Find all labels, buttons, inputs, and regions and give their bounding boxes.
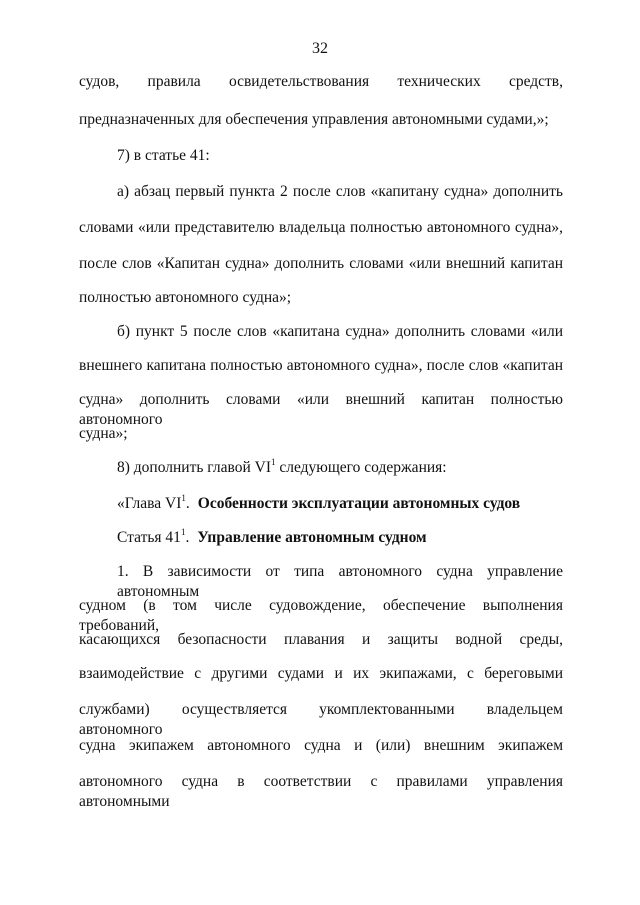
text-line: судов, правила освидетельствования технических средств, bbox=[79, 73, 563, 90]
text-line: полностью автономного судна»; bbox=[79, 289, 292, 306]
text-line: автономного судна в соответствии с правилами управления автономными bbox=[79, 773, 563, 810]
chapter-label: «Глава VI bbox=[117, 495, 182, 512]
text-line: службами) осуществляется укомплектованными владельцем автономного bbox=[79, 701, 563, 738]
article-label: Статья 41 bbox=[117, 529, 181, 546]
text-span: следующего содержания: bbox=[275, 459, 447, 476]
chapter-heading bbox=[117, 494, 563, 514]
text-line: после слов «Капитан судна» дополнить словами «или внешний капитан bbox=[79, 255, 563, 272]
article-heading bbox=[117, 528, 563, 548]
text-line: судном (в том числе судовождение, обеспечение выполнения требований, bbox=[79, 597, 563, 634]
text-line: судна»; bbox=[79, 425, 128, 442]
list-item-8 bbox=[117, 458, 563, 478]
text-line: судна экипажем автономного судна и (или) внешним экипажем bbox=[79, 737, 563, 754]
text-line: словами «или представителю владельца полностью автономного судна», bbox=[79, 219, 563, 236]
punctuation: . bbox=[185, 529, 190, 546]
superscript: 1 bbox=[181, 493, 186, 503]
text-line: а) абзац первый пункта 2 после слов «капитану судна» дополнить bbox=[117, 183, 563, 200]
text-line: предназначенных для обеспечения управления автономными судами,»; bbox=[79, 111, 549, 128]
list-item-7: 7) в статье 41: bbox=[117, 147, 210, 164]
punctuation: . bbox=[185, 495, 190, 512]
text-line: судна» дополнить словами «или внешний капитан полностью автономного bbox=[79, 391, 563, 428]
text-line: внешнего капитана полностью автономного судна», после слов «капитан bbox=[79, 357, 563, 374]
article-title: Управление автономным судном bbox=[197, 529, 427, 546]
page-number: 32 bbox=[312, 40, 328, 57]
text-line: 1. В зависимости от типа автономного судна управление автономным bbox=[117, 563, 563, 600]
text-line: б) пункт 5 после слов «капитана судна» дополнить словами «или bbox=[117, 323, 563, 340]
superscript: 1 bbox=[180, 527, 186, 537]
text-line: касающихся безопасности плавания и защиты водной среды, bbox=[79, 631, 563, 648]
chapter-title: Особенности эксплуатации автономных судов bbox=[197, 495, 521, 512]
superscript: 1 bbox=[270, 457, 276, 467]
text-line: взаимодействие с другими судами и их экипажами, с береговыми bbox=[79, 665, 563, 682]
text-span: 8) дополнить главой VI bbox=[117, 459, 271, 476]
